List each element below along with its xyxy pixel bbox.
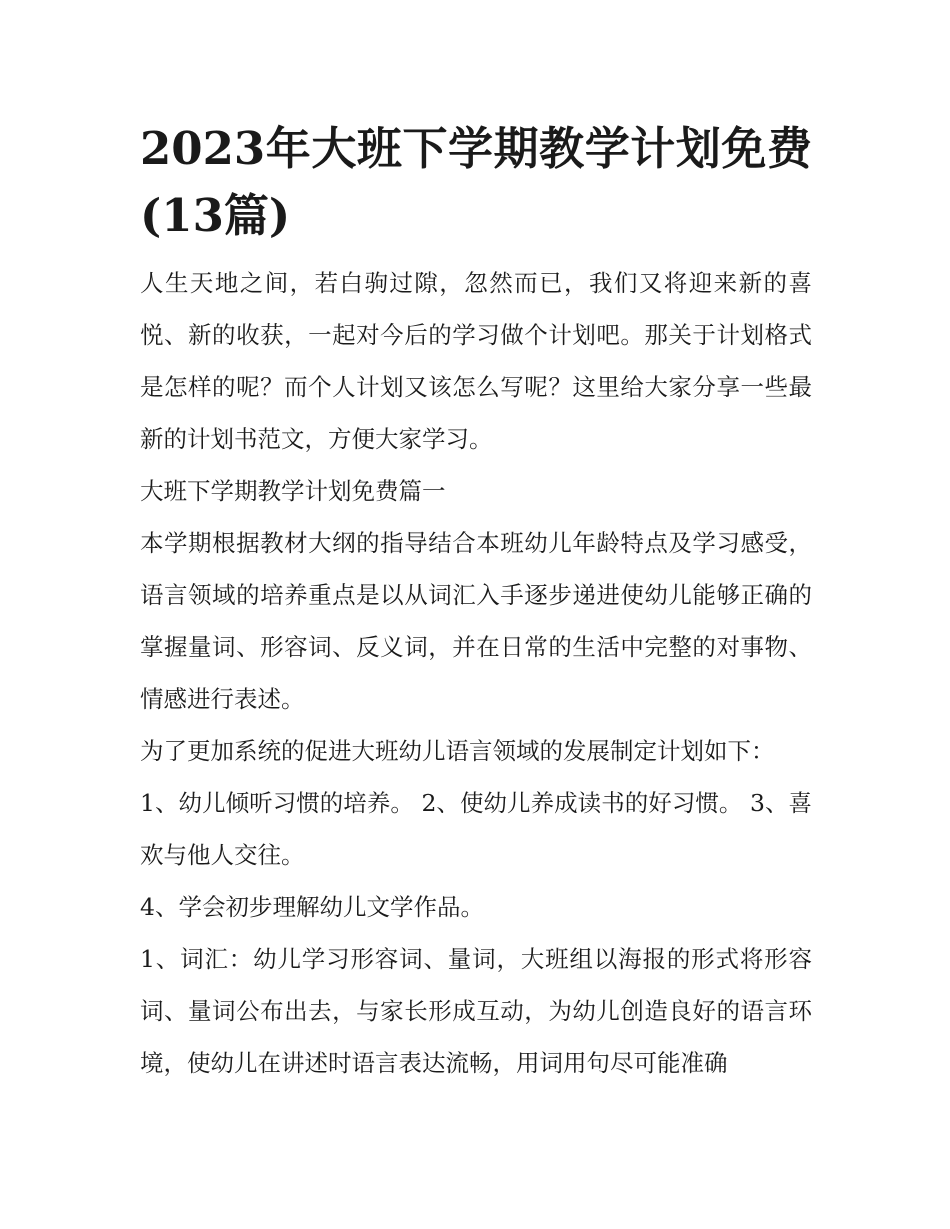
body-paragraph: 为了更加系统的促进大班幼儿语言领域的发展制定计划如下： [140, 737, 775, 765]
intro-paragraph: 人生天地之间，若白驹过隙，忽然而已，我们又将迎来新的喜悦、新的收获，一起对今后的学习做个计划吧。那关于计划格式是怎样的呢？而个人计划又该怎么写呢？这里给大家分享一些最新的计划书范文，方便大家学习。 [140, 269, 812, 453]
document-title: 2023年大班下学期教学计划免费(13篇) [140, 122, 812, 242]
document-body [140, 115, 812, 1089]
body-paragraph: 本学期根据教材大纲的指导结合本班幼儿年龄特点及学习感受，语言领域的培养重点是以从词汇入手逐步递进使幼儿能够正确的掌握量词、形容词、反义词，并在日常的生活中完整的对事物、情感进行表述。 [140, 529, 812, 713]
goals-list-paragraph: 1、幼儿倾听习惯的培养。 2、使幼儿养成读书的好习惯。 3、喜欢与他人交往。 [140, 789, 812, 869]
body-paragraph: 1、词汇：幼儿学习形容词、量词，大班组以海报的形式将形容词、量词公布出去，与家长形成互动，为幼儿创造良好的语言环境，使幼儿在讲述时语言表达流畅，用词用句尽可能准确 [140, 945, 812, 1077]
section-heading: 大班下学期教学计划免费篇一 [140, 477, 446, 505]
goals-list-paragraph: 4、学会初步理解幼儿文学作品。 [140, 893, 484, 921]
